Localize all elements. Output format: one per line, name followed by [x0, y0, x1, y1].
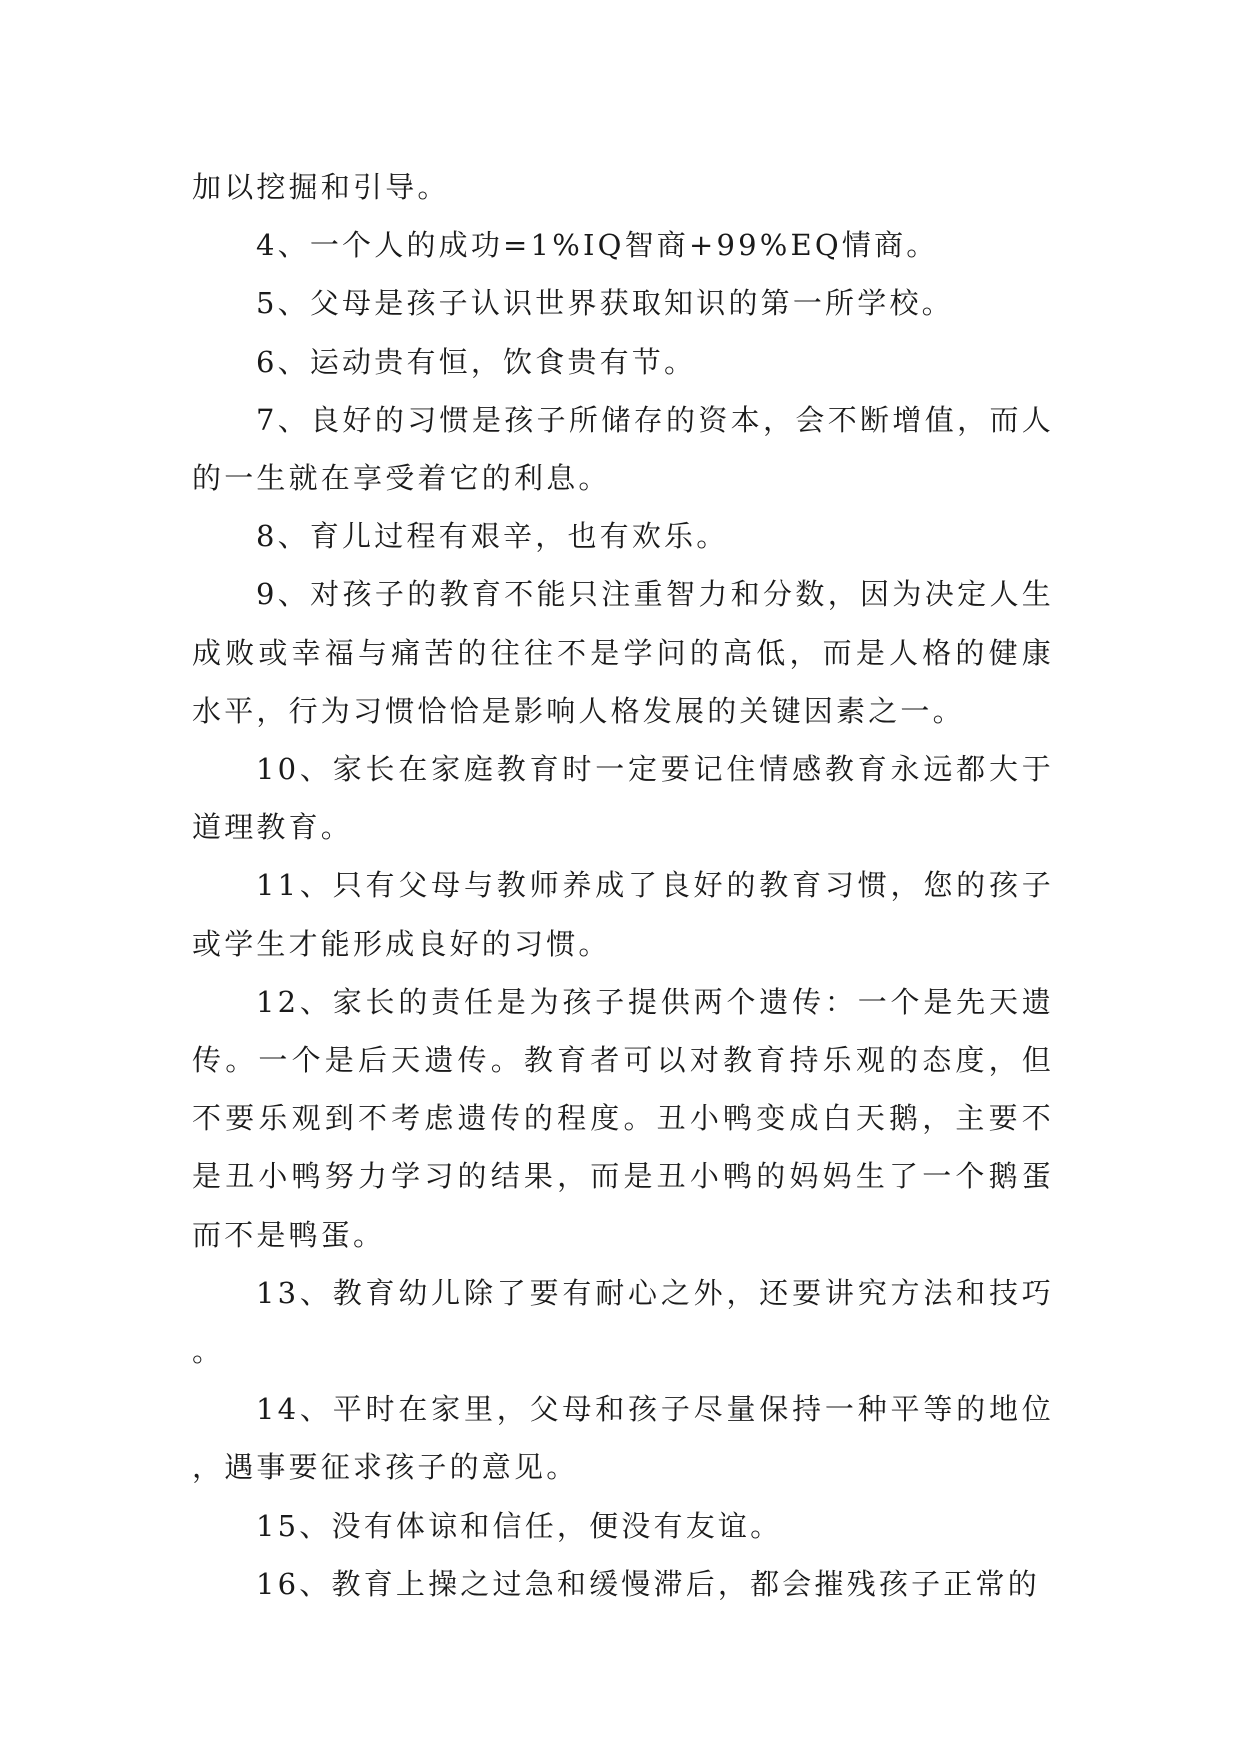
paragraph-item-6: 6、运动贵有恒，饮食贵有节。 — [256, 344, 697, 379]
paragraph-item-16: 16、教育上操之过急和缓慢滞后，都会摧残孩子正常的 — [256, 1566, 1040, 1601]
paragraph-continuation: 加以挖掘和引导。 — [192, 170, 450, 204]
paragraph-item-13: 13、教育幼儿除了要有耐心之外，还要讲究方法和技巧。 — [192, 1275, 1054, 1369]
paragraph-item-15: 15、没有体谅和信任，便没有友谊。 — [256, 1508, 783, 1543]
document-body — [192, 158, 1054, 1613]
paragraph-item-4: 4、一个人的成功=1%IQ智商+99%EQ情商。 — [256, 228, 939, 263]
paragraph-item-10: 10、家长在家庭教育时一定要记住情感教育永远都大于道理教育。 — [192, 752, 1054, 845]
paragraph-item-14: 14、平时在家里，父母和孩子尽量保持一种平等的地位，遇事要征求孩子的意见。 — [192, 1392, 1054, 1485]
paragraph-item-12: 12、家长的责任是为孩子提供两个遗传：一个是先天遗传。一个是后天遗传。教育者可以对教育持乐观的态度，但不要乐观到不考虑遗传的程度。丑小鸭变成白天鹅，主要不是丑小鸭努力学习的结果，而是丑小鸭的妈妈生了一个鹅蛋而不是鸭蛋。 — [192, 984, 1054, 1252]
paragraph-item-8: 8、育儿过程有艰辛，也有欢乐。 — [256, 519, 729, 554]
paragraph-item-5: 5、父母是孩子认识世界获取知识的第一所学校。 — [256, 286, 954, 321]
paragraph-item-11: 11、只有父母与教师养成了良好的教育习惯，您的孩子或学生才能形成良好的习惯。 — [192, 868, 1054, 961]
paragraph-item-9: 9、对孩子的教育不能只注重智力和分数，因为决定人生成败或幸福与痛苦的往往不是学问的高低，而是人格的健康水平，行为习惯恰恰是影响人格发展的关键因素之一。 — [192, 577, 1054, 728]
paragraph-item-7: 7、良好的习惯是孩子所储存的资本，会不断增值，而人的一生就在享受着它的利息。 — [192, 402, 1054, 496]
